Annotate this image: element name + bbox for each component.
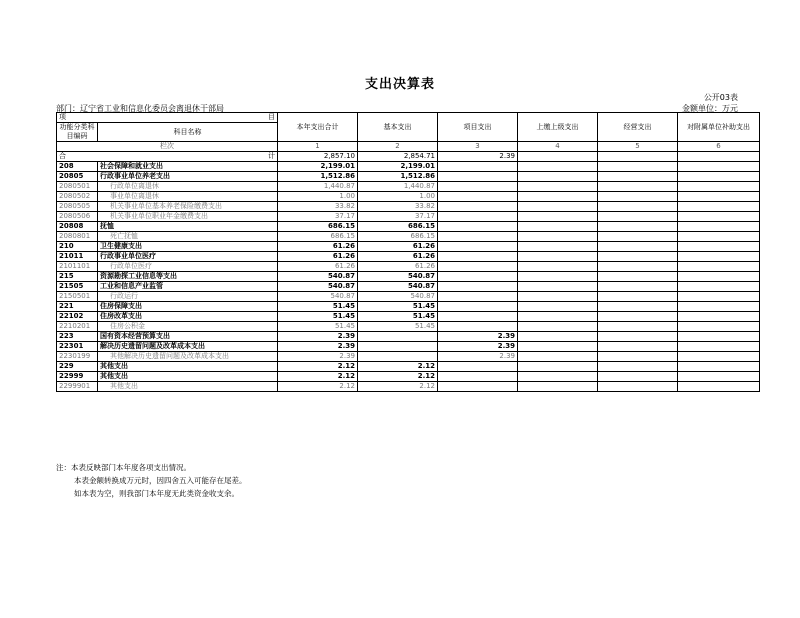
row-code: 229 (57, 362, 98, 372)
row-code: 2150501 (57, 292, 98, 302)
row-name: 卫生健康支出 (98, 242, 278, 252)
row-value (358, 332, 438, 342)
row-name: 社会保障和就业支出 (98, 162, 278, 172)
row-value (518, 212, 598, 222)
total-value: 2,854.71 (358, 152, 438, 162)
row-code: 20808 (57, 222, 98, 232)
row-value (598, 162, 678, 172)
row-value: 51.45 (278, 302, 358, 312)
total-value (518, 152, 598, 162)
row-value (438, 382, 518, 392)
row-value: 2.39 (278, 352, 358, 362)
form-number: 公开03表 (703, 93, 738, 102)
row-value (438, 182, 518, 192)
table-row (57, 312, 760, 322)
row-name: 其他支出 (98, 362, 278, 372)
row-value (598, 382, 678, 392)
row-name: 机关事业单位职业年金缴费支出 (98, 212, 278, 222)
index-num: 2 (358, 142, 438, 152)
table-row (57, 292, 760, 302)
department-label: 部门：辽宁省工业和信息化委员会离退休干部局 (56, 104, 224, 113)
row-name: 行政单位离退休 (98, 182, 278, 192)
row-value: 2.12 (358, 372, 438, 382)
row-value (518, 232, 598, 242)
row-value: 2.12 (278, 362, 358, 372)
row-value: 2.12 (278, 372, 358, 382)
table-row (57, 332, 760, 342)
row-value (678, 262, 760, 272)
row-value: 1.00 (358, 192, 438, 202)
table-row (57, 342, 760, 352)
row-value: 1,440.87 (278, 182, 358, 192)
row-value (598, 232, 678, 242)
row-value (518, 182, 598, 192)
row-value (598, 192, 678, 202)
row-name: 行政运行 (98, 292, 278, 302)
row-value (598, 272, 678, 282)
row-value (678, 172, 760, 182)
row-value: 686.15 (278, 222, 358, 232)
row-value (438, 362, 518, 372)
row-value (598, 222, 678, 232)
row-code: 21011 (57, 252, 98, 262)
total-he: 合 (59, 152, 66, 160)
row-value (358, 342, 438, 352)
row-name: 行政单位医疗 (98, 262, 278, 272)
row-value (518, 172, 598, 182)
col-header-basic: 基本支出 (358, 113, 438, 142)
row-name: 其他支出 (98, 372, 278, 382)
row-value (438, 222, 518, 232)
row-value (598, 362, 678, 372)
row-value (678, 302, 760, 312)
row-value (438, 232, 518, 242)
row-code: 2210201 (57, 322, 98, 332)
row-value (678, 322, 760, 332)
row-value: 2.39 (438, 342, 518, 352)
row-value: 1,440.87 (358, 182, 438, 192)
row-value: 37.17 (358, 212, 438, 222)
row-value: 2,199.01 (278, 162, 358, 172)
row-value: 33.82 (358, 202, 438, 212)
row-value (598, 322, 678, 332)
row-value: 51.45 (358, 312, 438, 322)
row-value (678, 182, 760, 192)
row-value (438, 202, 518, 212)
expenditure-table (56, 112, 760, 392)
row-code: 20805 (57, 172, 98, 182)
row-value (678, 252, 760, 262)
row-value (438, 212, 518, 222)
index-num: 4 (518, 142, 598, 152)
row-value (438, 242, 518, 252)
row-code: 2080505 (57, 202, 98, 212)
table-row (57, 232, 760, 242)
row-value (518, 322, 598, 332)
table-row (57, 182, 760, 192)
row-value: 2.39 (278, 342, 358, 352)
row-value (518, 262, 598, 272)
row-value: 2.39 (438, 352, 518, 362)
index-num: 6 (678, 142, 760, 152)
row-code: 2230199 (57, 352, 98, 362)
row-code: 2080502 (57, 192, 98, 202)
col-header-code: 功能分类科目编码 (57, 123, 98, 142)
table-row (57, 162, 760, 172)
row-value: 540.87 (278, 282, 358, 292)
table-row (57, 262, 760, 272)
row-value (518, 202, 598, 212)
row-value (598, 312, 678, 322)
row-value: 51.45 (278, 312, 358, 322)
row-value (598, 282, 678, 292)
row-value (598, 372, 678, 382)
row-value (678, 292, 760, 302)
row-value (518, 372, 598, 382)
row-value (438, 272, 518, 282)
row-value (678, 162, 760, 172)
total-row (57, 152, 760, 162)
row-value: 2.39 (278, 332, 358, 342)
table-row (57, 212, 760, 222)
note-line: 本表金额转换成万元时，因四舍五入可能存在尾差。 (74, 476, 247, 485)
table-row (57, 352, 760, 362)
row-value (678, 342, 760, 352)
table-row (57, 382, 760, 392)
page-title: 支出决算表 (364, 77, 435, 92)
row-value (678, 272, 760, 282)
row-value: 61.26 (358, 242, 438, 252)
table-row (57, 302, 760, 312)
row-code: 21505 (57, 282, 98, 292)
row-value (438, 312, 518, 322)
row-value: 2,199.01 (358, 162, 438, 172)
table-row (57, 372, 760, 382)
row-name: 事业单位离退休 (98, 192, 278, 202)
row-value (678, 232, 760, 242)
total-value (598, 152, 678, 162)
row-name: 解决历史遗留问题及改革成本支出 (98, 342, 278, 352)
row-value (678, 312, 760, 322)
row-value: 540.87 (358, 282, 438, 292)
row-value: 540.87 (358, 272, 438, 282)
table-row (57, 252, 760, 262)
row-value (438, 322, 518, 332)
row-value (438, 252, 518, 262)
row-code: 223 (57, 332, 98, 342)
row-value (678, 362, 760, 372)
row-value (518, 222, 598, 232)
row-value (678, 352, 760, 362)
row-value (518, 302, 598, 312)
row-value: 61.26 (358, 252, 438, 262)
col-header-subsidy: 对附属单位补助支出 (678, 113, 760, 142)
row-value (598, 252, 678, 262)
table-row (57, 282, 760, 292)
col-header-name: 科目名称 (98, 123, 278, 142)
row-value: 540.87 (278, 272, 358, 282)
row-code: 208 (57, 162, 98, 172)
row-value (438, 372, 518, 382)
row-value (518, 332, 598, 342)
row-value (438, 302, 518, 312)
row-value (678, 332, 760, 342)
row-value: 540.87 (278, 292, 358, 302)
row-name: 其他支出 (98, 382, 278, 392)
index-row (57, 142, 760, 152)
index-num: 5 (598, 142, 678, 152)
row-value (518, 382, 598, 392)
row-code: 22102 (57, 312, 98, 322)
row-value (438, 192, 518, 202)
row-value (678, 202, 760, 212)
row-name: 抚恤 (98, 222, 278, 232)
table-row (57, 242, 760, 252)
row-value: 51.45 (358, 302, 438, 312)
row-value: 686.15 (358, 222, 438, 232)
row-value (518, 252, 598, 262)
col-header-project: 项目支出 (438, 113, 518, 142)
col-header-operating: 经营支出 (598, 113, 678, 142)
table-row (57, 202, 760, 212)
row-value: 1,512.86 (278, 172, 358, 182)
row-code: 2101101 (57, 262, 98, 272)
row-value (598, 182, 678, 192)
row-value: 51.45 (278, 322, 358, 332)
row-code: 221 (57, 302, 98, 312)
row-name: 工业和信息产业监管 (98, 282, 278, 292)
row-name: 行政事业单位医疗 (98, 252, 278, 262)
row-value (598, 352, 678, 362)
note-line: 注：本表反映部门本年度各项支出情况。 (56, 463, 191, 472)
row-value (518, 242, 598, 252)
row-name: 住房保障支出 (98, 302, 278, 312)
row-name: 住房改革支出 (98, 312, 278, 322)
row-value: 61.26 (278, 252, 358, 262)
total-value: 2.39 (438, 152, 518, 162)
row-value (518, 282, 598, 292)
index-num: 1 (278, 142, 358, 152)
row-value (438, 162, 518, 172)
total-ji: 计 (268, 152, 275, 160)
row-value: 51.45 (358, 322, 438, 332)
amount-unit-label: 金额单位：万元 (682, 104, 738, 113)
row-value (358, 352, 438, 362)
row-value (598, 262, 678, 272)
col-header-total: 本年支出合计 (278, 113, 358, 142)
row-value (678, 372, 760, 382)
row-value (518, 162, 598, 172)
table-row (57, 272, 760, 282)
row-value (678, 192, 760, 202)
row-value: 2.39 (438, 332, 518, 342)
row-value (518, 342, 598, 352)
notes (56, 461, 247, 500)
row-value (678, 212, 760, 222)
row-value (518, 292, 598, 302)
row-value: 61.26 (278, 242, 358, 252)
row-code: 22301 (57, 342, 98, 352)
row-value: 61.26 (278, 262, 358, 272)
index-label: 栏次 (57, 142, 278, 152)
row-value (598, 302, 678, 312)
row-value (598, 292, 678, 302)
row-code: 2080501 (57, 182, 98, 192)
row-value (438, 262, 518, 272)
row-value (438, 292, 518, 302)
row-name: 死亡抚恤 (98, 232, 278, 242)
row-value (598, 242, 678, 252)
row-name: 其他解决历史遗留问题及改革成本支出 (98, 352, 278, 362)
row-value: 1,512.86 (358, 172, 438, 182)
total-value: 2,857.10 (278, 152, 358, 162)
row-code: 2080506 (57, 212, 98, 222)
row-code: 210 (57, 242, 98, 252)
row-value (438, 172, 518, 182)
row-value (598, 332, 678, 342)
row-value: 61.26 (358, 262, 438, 272)
table-row (57, 222, 760, 232)
row-value: 2.12 (358, 382, 438, 392)
row-value: 540.87 (358, 292, 438, 302)
total-value (678, 152, 760, 162)
table-row (57, 362, 760, 372)
table-row (57, 322, 760, 332)
row-value (518, 362, 598, 372)
xiang-label: 项 (59, 113, 66, 121)
row-value: 37.17 (278, 212, 358, 222)
mu-label: 目 (268, 113, 275, 121)
row-value (518, 192, 598, 202)
total-label-cell (57, 152, 278, 162)
row-value (678, 282, 760, 292)
row-value (598, 172, 678, 182)
row-code: 215 (57, 272, 98, 282)
row-value: 1.00 (278, 192, 358, 202)
row-code: 2080801 (57, 232, 98, 242)
row-name: 国有资本经营预算支出 (98, 332, 278, 342)
note-line: 如本表为空，则我部门本年度无此类资金收支余。 (74, 489, 239, 498)
row-value: 686.15 (278, 232, 358, 242)
row-value: 686.15 (358, 232, 438, 242)
col-header-upper: 上缴上级支出 (518, 113, 598, 142)
row-name: 机关事业单位基本养老保险缴费支出 (98, 202, 278, 212)
row-value (438, 282, 518, 292)
row-value: 2.12 (278, 382, 358, 392)
table-row (57, 172, 760, 182)
xiang-mu-cell (57, 113, 278, 123)
row-value (598, 202, 678, 212)
table-row (57, 192, 760, 202)
row-name: 行政事业单位养老支出 (98, 172, 278, 182)
row-value: 2.12 (358, 362, 438, 372)
row-value (598, 212, 678, 222)
row-value (518, 312, 598, 322)
row-code: 22999 (57, 372, 98, 382)
row-value (678, 242, 760, 252)
row-code: 2299901 (57, 382, 98, 392)
row-value: 33.82 (278, 202, 358, 212)
index-num: 3 (438, 142, 518, 152)
row-name: 资源勘探工业信息等支出 (98, 272, 278, 282)
row-value (678, 222, 760, 232)
row-value (518, 352, 598, 362)
row-value (678, 382, 760, 392)
header-row-top (57, 113, 760, 123)
row-value (518, 272, 598, 282)
row-value (598, 342, 678, 352)
row-name: 住房公积金 (98, 322, 278, 332)
